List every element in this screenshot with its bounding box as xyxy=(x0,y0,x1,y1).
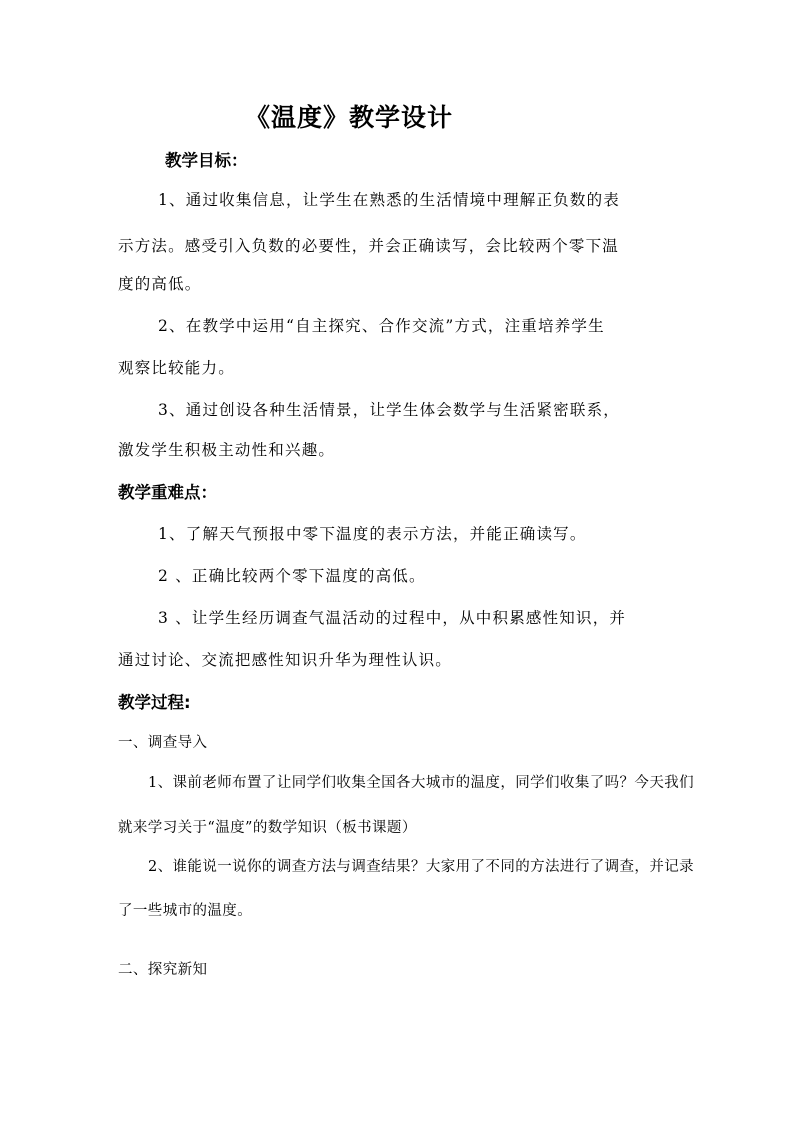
page-title: 《温度》教学设计 xyxy=(245,103,454,132)
key-point-3-line-2: 通过讨论、交流把感性知识升华为理性认识。 xyxy=(118,651,453,669)
process-paragraph-1-line-2: 就来学习关于“温度”的数学知识（板书课题） xyxy=(118,820,417,836)
objective-1-line-3: 度的高低。 xyxy=(118,275,202,293)
objective-1-line-1: 1、通过收集信息，让学生在熟悉的生活情境中理解正负数的表 xyxy=(158,191,620,209)
objective-2-line-1: 2、在教学中运用“自主探究、合作交流”方式，注重培养学生 xyxy=(158,317,605,335)
objective-1-line-2: 示方法。感受引入负数的必要性，并会正确读写，会比较两个零下温 xyxy=(118,237,620,255)
key-points-heading: 教学重难点： xyxy=(118,483,217,502)
section-2-heading: 二、探究新知 xyxy=(118,962,208,978)
objective-3-line-1: 3、通过创设各种生活情景，让学生体会数学与生活紧密联系， xyxy=(158,401,620,419)
process-paragraph-2-line-2: 了一些城市的温度。 xyxy=(118,903,253,919)
section-1-heading: 一、调查导入 xyxy=(118,735,208,751)
objective-2-line-2: 观察比较能力。 xyxy=(118,359,235,377)
process-heading: 教学过程: xyxy=(118,693,191,712)
key-point-1: 1、了解天气预报中零下温度的表示方法，并能正确读写。 xyxy=(158,525,587,543)
process-paragraph-2-line-1: 2、谁能说一说你的调查方法与调查结果？大家用了不同的方法进行了调查，并记录 xyxy=(148,859,695,875)
objective-3-line-2: 激发学生积极主动性和兴趣。 xyxy=(118,441,336,459)
key-point-2: 2 、正确比较两个零下温度的高低。 xyxy=(158,567,426,585)
process-paragraph-1-line-1: 1、课前老师布置了让同学们收集全国各大城市的温度，同学们收集了吗？今天我们 xyxy=(148,775,695,791)
key-point-3-line-1: 3 、让学生经历调查气温活动的过程中，从中积累感性知识，并 xyxy=(158,609,627,627)
objectives-heading: 教学目标： xyxy=(165,151,248,170)
